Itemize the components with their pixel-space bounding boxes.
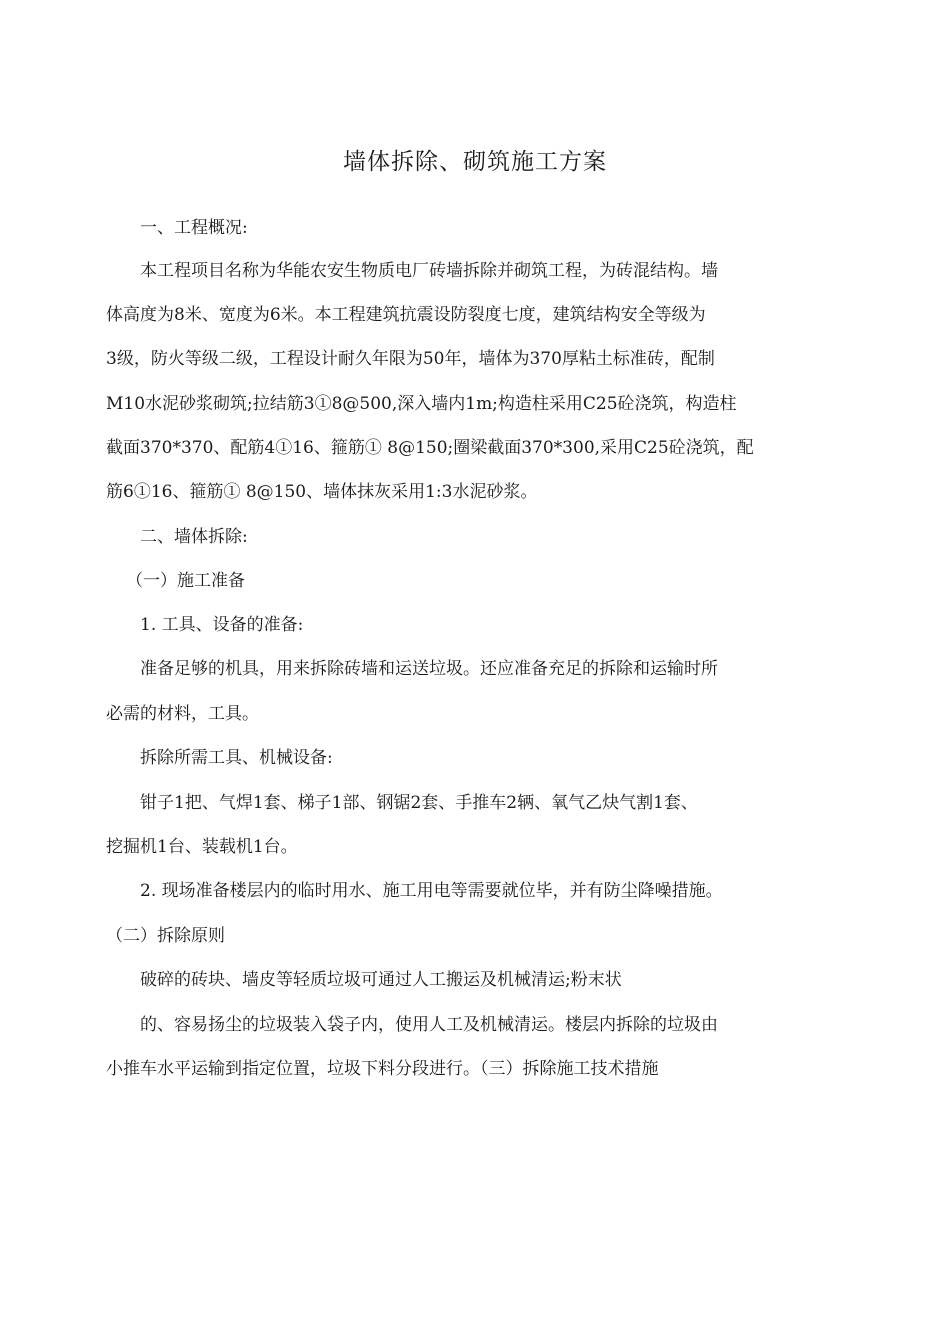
paragraph-line: 破碎的砖块、墙皮等轻质垃圾可通过人工搬运及机械清运;粉末状 bbox=[140, 970, 622, 990]
section-heading-demolition: 二、墙体拆除: bbox=[140, 527, 248, 547]
paragraph-line: 小推车水平运输到指定位置，垃圾下料分段进行。（三）拆除施工技术措施 bbox=[106, 1059, 659, 1079]
paragraph-line: 钳子1把、气焊1套、梯子1部、钢锯2套、手推车2辆、氧气乙炔气割1套、 bbox=[140, 793, 698, 813]
paragraph-line: 体高度为8米、宽度为6米。本工程建筑抗震设防裂度七度，建筑结构安全等级为 bbox=[106, 305, 706, 325]
paragraph-line: 拆除所需工具、机械设备: bbox=[140, 748, 333, 768]
paragraph-line: 筋6①16、箍筋① 8@150、墙体抹灰采用1:3水泥砂浆。 bbox=[106, 482, 538, 502]
paragraph-line: 的、容易扬尘的垃圾装入袋子内，使用人工及机械清运。楼层内拆除的垃圾由 bbox=[140, 1015, 718, 1035]
paragraph-line: 截面370*370、配筋4①16、箍筋① 8@150;圈梁截面370*300,采用C25砼浇筑，配 bbox=[106, 438, 754, 458]
paragraph-line: 3级，防火等级二级，工程设计耐久年限为50年，墙体为370厚粘土标准砖，配制 bbox=[106, 349, 715, 369]
paragraph-line: 本工程项目名称为华能农安生物质电厂砖墙拆除并砌筑工程，为砖混结构。墙 bbox=[140, 261, 718, 281]
paragraph-line: M10水泥砂浆砌筑;拉结筋3①8@500,深入墙内1m;构造柱采用C25砼浇筑，构造柱 bbox=[106, 394, 737, 414]
list-item-tools: 1. 工具、设备的准备: bbox=[140, 615, 304, 635]
paragraph-line: 必需的材料，工具。 bbox=[106, 704, 259, 724]
subsection-heading-principles: （二）拆除原则 bbox=[106, 926, 225, 946]
paragraph-line: 挖掘机1台、装载机1台。 bbox=[106, 837, 298, 857]
page-title: 墙体拆除、砌筑施工方案 bbox=[343, 149, 607, 175]
section-heading-overview: 一、工程概况: bbox=[140, 218, 248, 238]
subsection-heading-preparation: （一）施工准备 bbox=[126, 571, 245, 591]
list-item-site: 2. 现场准备楼层内的临时用水、施工用电等需要就位毕，并有防尘降噪措施。 bbox=[140, 881, 723, 901]
paragraph-line: 准备足够的机具，用来拆除砖墙和运送垃圾。还应准备充足的拆除和运输时所 bbox=[140, 659, 718, 679]
